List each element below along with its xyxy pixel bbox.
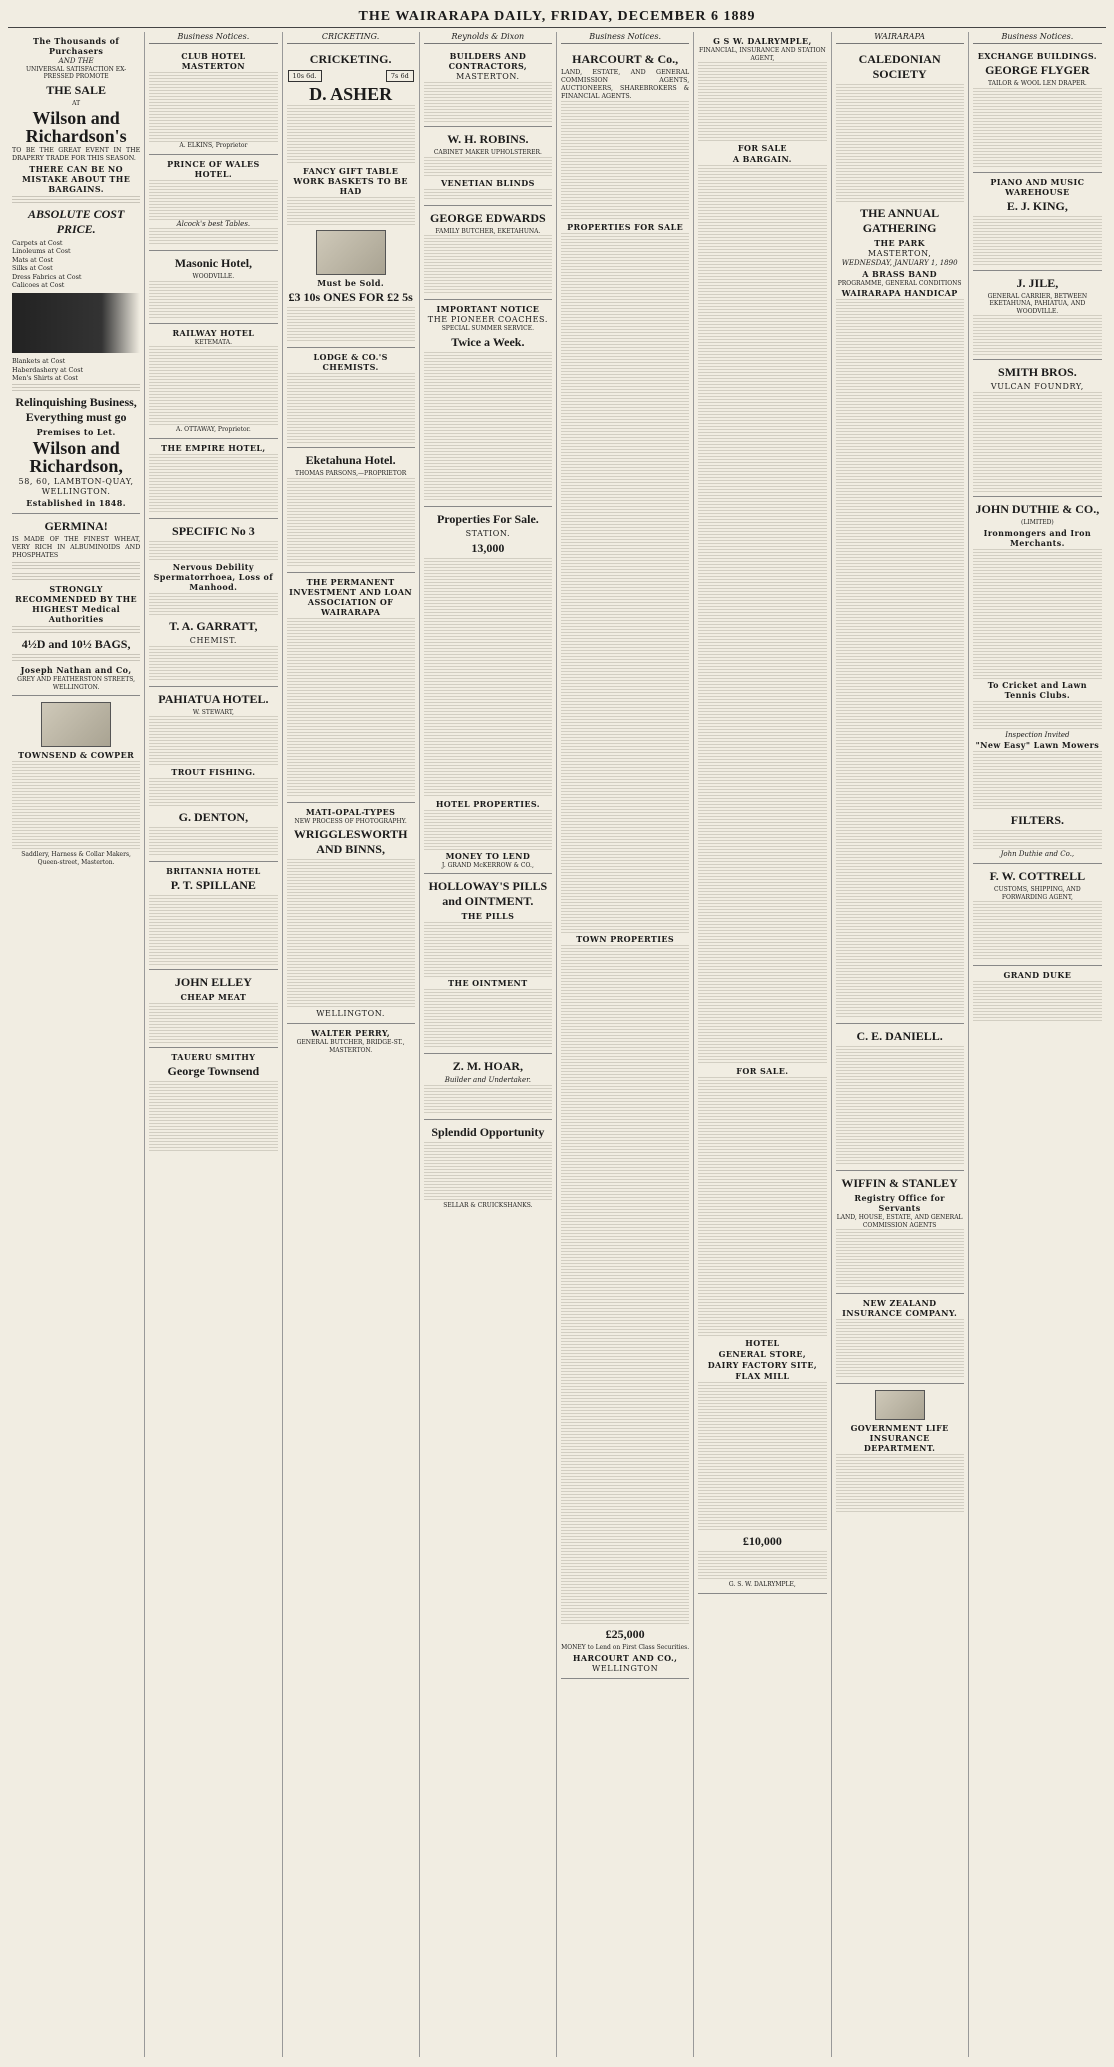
column-2 xyxy=(145,32,282,2057)
elley-ad xyxy=(149,970,277,1048)
column-heading: Business Notices. xyxy=(561,32,689,44)
dairy-title: DAIRY FACTORY SITE, xyxy=(707,1360,818,1370)
government-ad xyxy=(836,1384,964,1518)
builders-title: BUILDERS AND CONTRACTORS, xyxy=(448,51,528,71)
pioneer-ad xyxy=(424,300,552,507)
ottaway: A. OTTAWAY, Proprietor. xyxy=(176,426,251,434)
germina-ad xyxy=(12,514,140,696)
tagline: THERE CAN BE NO MISTAKE ABOUT THE BARGAINS. xyxy=(22,163,131,194)
lawn-title: "New Easy" Lawn Mowers xyxy=(975,740,1100,751)
service-title: SPECIAL SUMMER SERVICE. xyxy=(441,325,535,332)
masterton: MASTERTON, xyxy=(867,249,932,258)
price-text: 4½D and 10½ BAGS, xyxy=(21,637,131,652)
insurance-title: NEW ZEALAND INSURANCE COMPANY. xyxy=(842,1298,958,1319)
blinds-title: VENETIAN BLINDS xyxy=(440,177,535,188)
elley-name: JOHN ELLEY xyxy=(174,975,252,990)
price-2: 7s 6d xyxy=(386,70,414,82)
money-amount: £10,000 xyxy=(742,1534,782,1548)
grand-duke-ad xyxy=(973,966,1102,1025)
established: Established in 1848. xyxy=(26,498,126,509)
jile-sub: GENERAL CARRIER, BETWEEN EKETAHUNA, PAHIATUA, AND WOODVILLE. xyxy=(987,292,1088,315)
list-item: Calicoes at Cost xyxy=(12,281,65,290)
taueru-ad xyxy=(149,1048,277,1155)
townsend-ad xyxy=(12,696,140,870)
caledonian-title: CALEDONIAN SOCIETY xyxy=(858,52,941,81)
cabinet: CABINET MAKER UPHOLSTERER. xyxy=(433,149,542,156)
eketahuna-title: Eketahuna Hotel. xyxy=(305,453,396,468)
music-title: PIANO AND MUSIC WAREHOUSE xyxy=(990,176,1085,197)
edwards-ad xyxy=(424,206,552,301)
flyger-name: GEORGE FLYGER xyxy=(985,63,1090,77)
ad-line: THE SALE xyxy=(46,82,106,97)
caledonian-ad xyxy=(836,47,964,1024)
exchange-title: EXCHANGE BUILDINGS. xyxy=(977,51,1097,61)
asher-name: D. ASHER xyxy=(309,84,393,105)
hotel-title: HOTEL xyxy=(745,1338,780,1348)
list-item: Blankets at Cost xyxy=(12,357,66,366)
masonic-title: Masonic Hotel, xyxy=(174,256,253,271)
investment-ad xyxy=(287,573,415,803)
grand-duke-title: GRAND DUKE xyxy=(1003,970,1072,980)
spillane-name: P. T. SPILLANE xyxy=(170,878,256,893)
items-list xyxy=(12,239,140,290)
mckerrow: J. GRAND McKERROW & CO., xyxy=(441,861,534,869)
mill-title: FLAX MILL xyxy=(735,1371,790,1381)
cottrell-name: F. W. COTTRELL xyxy=(989,869,1086,883)
empire-ad xyxy=(149,439,277,519)
column-heading: Business Notices. xyxy=(973,32,1102,44)
perry-ad xyxy=(287,1024,415,1058)
ad-line: AND THE xyxy=(58,57,94,65)
flyger-ad xyxy=(973,47,1102,173)
column-8 xyxy=(969,32,1106,2057)
event-date: WEDNESDAY, JANUARY 1, 1890 xyxy=(841,259,958,267)
wiffin-name: WIFFIN & STANLEY xyxy=(841,1176,958,1191)
wrigglesworth-name: WRIGGLESWORTH AND BINNS, xyxy=(293,827,408,857)
wellington: WELLINGTON. xyxy=(316,1009,385,1019)
list-item: Haberdashery at Cost xyxy=(12,365,84,374)
relinquish-heading: Relinquishing Business, Everything must go xyxy=(15,395,137,425)
harcourt-sub: LAND, ESTATE, AND GENERAL COMMISSION AGENTS, AUCTIONEERS, SHAREBROKERS & FINANCIAL AGENTS. xyxy=(561,69,690,100)
brass-title: A BRASS BAND xyxy=(862,268,938,279)
money-title: MONEY TO LEND xyxy=(445,850,531,861)
duthie-ad xyxy=(973,497,1102,864)
denton-name: G. DENTON, xyxy=(178,810,249,825)
taueru-title: TAUERU SMITHY xyxy=(171,1052,256,1063)
flyger-sub: TAILOR & WOOL LEN DRAPER. xyxy=(987,80,1087,87)
hotel-title: HOTEL PROPERTIES. xyxy=(435,798,540,809)
photo-text: NEW PROCESS OF PHOTOGRAPHY. xyxy=(294,817,407,825)
nervous-text: Nervous Debility Spermatorrhoea, Loss of Manhood. xyxy=(153,561,274,592)
vulcan-title: VULCAN FOUNDRY, xyxy=(990,382,1084,391)
harcourt-name-2: HARCOURT AND CO., xyxy=(572,1652,678,1663)
ad-title: The Thousands of Purchasers xyxy=(33,36,120,56)
annual-title: THE ANNUAL GATHERING xyxy=(860,206,940,235)
edwards-sub: FAMILY BUTCHER, EKETAHUNA. xyxy=(435,227,541,235)
duthie-name: JOHN DUTHIE & CO., xyxy=(975,502,1100,516)
fancy-text: FANCY GIFT TABLE WORK BASKETS TO BE HAD xyxy=(293,166,408,197)
registry-sub: LAND, HOUSE, ESTATE, AND GENERAL COMMISSION AGENTS xyxy=(836,1214,963,1229)
column-4 xyxy=(420,32,557,2057)
crest-illustration xyxy=(875,1390,925,1420)
list-item: Carpets at Cost xyxy=(12,238,63,247)
daniell-ad xyxy=(836,1024,964,1171)
ad-line: PRESSED PROMOTE xyxy=(43,73,109,81)
columns xyxy=(8,32,1106,2057)
garratt-name: T. A. GARRATT, xyxy=(169,618,258,633)
damaged-area xyxy=(12,293,140,353)
specific-title: SPECIFIC No 3 xyxy=(172,523,255,538)
splendid-ad xyxy=(424,1120,552,1214)
mati-title: MATI-OPAL-TYPES xyxy=(305,806,396,817)
masthead-title: THE WAIRARAPA DAILY, FRIDAY, DECEMBER 6 1889 xyxy=(358,8,756,24)
filters-title: FILTERS. xyxy=(1010,813,1064,828)
premises-heading: Premises to Let. xyxy=(36,427,116,438)
townshend-name: George Townsend xyxy=(167,1064,260,1079)
lodge-ad xyxy=(287,348,415,448)
cricket-clubs-title: To Cricket and Lawn Tennis Clubs. xyxy=(987,679,1087,700)
empire-title: THE EMPIRE HOTEL, xyxy=(161,442,266,453)
properties-ad xyxy=(424,507,552,875)
column-5 xyxy=(557,32,694,2057)
germina-desc: IS MADE OF THE FINEST WHEAT, VERY RICH IN ALBUMINOIDS AND PHOSPHATES xyxy=(12,536,141,560)
smith-ad xyxy=(973,360,1102,497)
reynolds-ad xyxy=(424,47,552,127)
notice-title: IMPORTANT NOTICE xyxy=(436,304,540,314)
list-item: Linoleums at Cost xyxy=(12,247,71,256)
registry-title: Registry Office for Servants xyxy=(854,1193,945,1214)
column-1 xyxy=(8,32,145,2057)
stewart: W. STEWART, xyxy=(192,708,234,716)
townsend-sub: Saddlery, Harness & Collar Makers, Queen-street, Masterton. xyxy=(21,851,131,866)
jile-ad xyxy=(973,271,1102,361)
mati-ad xyxy=(287,803,415,1025)
masonic-town: WOODVILLE. xyxy=(192,273,235,281)
king-ad xyxy=(973,173,1102,271)
frontage-title: FOR SALE. xyxy=(736,1066,789,1076)
pram-illustration xyxy=(316,230,386,275)
price-1: 10s 6d. xyxy=(288,70,322,82)
edwards-name: GEORGE EDWARDS xyxy=(430,210,546,225)
hoar-name: Z. M. HOAR, xyxy=(452,1059,524,1073)
hoar-ad xyxy=(424,1054,552,1120)
townsend-title: TOWNSEND & COWPER xyxy=(18,750,135,761)
dalrymple-name: G S W. DALRYMPLE, xyxy=(713,36,812,46)
cottrell-ad xyxy=(973,864,1102,966)
sale-title: FOR SALE xyxy=(737,143,787,153)
chemist: CHEMIST. xyxy=(189,635,238,645)
store-title: GENERAL STORE, xyxy=(718,1349,807,1359)
column-6 xyxy=(694,32,831,2057)
splendid-title: Splendid Opportunity xyxy=(431,1124,545,1139)
harcourt-ad xyxy=(561,47,689,1679)
masonic-ad xyxy=(149,251,277,324)
prince-ad xyxy=(149,155,277,252)
acres-figure: 13,000 xyxy=(471,540,505,555)
masthead xyxy=(8,6,1106,28)
eketahuna-ad xyxy=(287,448,415,573)
loan-amount: £25,000 xyxy=(605,1627,645,1642)
recommend-text: STRONGLY RECOMMENDED BY THE HIGHEST Medical Authorities xyxy=(15,584,138,625)
station-title: STATION. xyxy=(465,528,511,538)
cost-heading: ABSOLUTE COST PRICE. xyxy=(27,206,125,236)
dalrymple-ad xyxy=(698,32,826,1594)
sellar: SELLAR & CRUICKSHANKS. xyxy=(443,1201,533,1209)
specific-ad xyxy=(149,519,277,687)
proprietor: A. ELKINS, Proprietor xyxy=(179,142,248,149)
loan-desc: MONEY to Lend on First Class Securities. xyxy=(561,1644,690,1652)
cottrell-sub: CUSTOMS, SHIPPING, AND FORWARDING AGENT, xyxy=(994,886,1081,901)
smith-name: SMITH BROS. xyxy=(998,365,1077,379)
alcock-text: Alcock's best Tables. xyxy=(176,219,251,228)
britannia-ad xyxy=(149,862,277,970)
wilson-richardson-ad xyxy=(12,32,140,514)
jile-name: J. JILE, xyxy=(1016,275,1059,290)
agents-name: Joseph Nathan and Co, xyxy=(20,665,132,676)
club-hotel-title: CLUB HOTEL MASTERTON xyxy=(181,51,246,71)
column-7 xyxy=(832,32,969,2057)
lodge-title: LODGE & CO.'S CHEMISTS. xyxy=(313,352,388,373)
saddle-illustration xyxy=(41,702,111,747)
hoar-sub: Builder and Undertaker. xyxy=(444,1076,531,1084)
properties-title: Properties For Sale. xyxy=(436,511,539,526)
column-3 xyxy=(283,32,420,2057)
wiffin-ad xyxy=(836,1171,964,1294)
ad-line: AT xyxy=(72,99,81,107)
butcher-text: GENERAL BUTCHER, BRIDGE-ST., MASTERTON. xyxy=(296,1039,405,1054)
government-title: GOVERNMENT LIFE INSURANCE DEPARTMENT. xyxy=(850,1423,949,1454)
daniell-name: C. E. DANIELL. xyxy=(856,1029,943,1044)
town-title: TOWN PROPERTIES xyxy=(576,934,675,945)
pills-title: THE PILLS xyxy=(461,911,515,921)
bargain-title: A BARGAIN. xyxy=(732,154,792,164)
king-name: E. J. KING, xyxy=(1006,198,1068,213)
railway-ad xyxy=(149,324,277,439)
duthie-name-2: John Duthie and Co., xyxy=(1000,850,1075,859)
sale-text: Must be Sold. xyxy=(317,278,385,289)
insurance-ad xyxy=(836,1294,964,1384)
dalrymple-sub: FINANCIAL, INSURANCE AND STATION AGENT, xyxy=(698,47,826,62)
ad-line: UNIVERSAL SATISFACTION EX- xyxy=(25,65,127,73)
firm-name-2: Wilson and Richardson, xyxy=(29,438,123,477)
firm-name: Wilson and Richardson's xyxy=(25,108,127,147)
list-item: Dress Fabrics at Cost xyxy=(12,272,82,281)
cheap-meat: CHEAP MEAT xyxy=(180,992,247,1003)
railway-town: KETEMATA. xyxy=(194,338,233,346)
column-heading: WAIRARAPA xyxy=(836,32,964,44)
britannia-title: BRITANNIA HOTEL xyxy=(166,866,261,877)
parsons: THOMAS PARSONS,—PROPRIETOR xyxy=(294,470,407,478)
railway-title: RAILWAY HOTEL xyxy=(172,327,255,338)
list-item: Men's Shirts at Cost xyxy=(12,374,78,383)
dalrymple-name-2: G. S. W. DALRYMPLE, xyxy=(728,1581,796,1588)
robins-name: W. H. ROBINS. xyxy=(447,132,529,146)
programme-title: PROGRAMME, GENERAL CONDITIONS xyxy=(837,279,962,287)
harcourt-name: HARCOURT & Co., xyxy=(572,52,679,66)
pahiatua-title: PAHIATUA HOTEL. xyxy=(158,691,269,706)
park-title: THE PARK xyxy=(874,238,926,248)
holloway-ad xyxy=(424,874,552,1054)
address: 58, 60, LAMBTON-QUAY, WELLINGTON. xyxy=(18,477,134,497)
masterton: MASTERTON. xyxy=(456,72,520,81)
pahiatua-ad xyxy=(149,687,277,863)
cricket-ad xyxy=(287,47,415,348)
ironmongers-title: Ironmongers and Iron Merchants. xyxy=(983,527,1092,548)
robins-ad xyxy=(424,127,552,206)
holloway-title: HOLLOWAY'S PILLS and OINTMENT. xyxy=(428,879,548,908)
column-heading: Reynolds & Dixon xyxy=(424,32,552,44)
prince-title: PRINCE OF WALES HOTEL. xyxy=(167,158,260,179)
list-item: Silks at Cost xyxy=(12,264,53,273)
trout-title: TROUT FISHING. xyxy=(171,767,256,778)
column-heading: Business Notices. xyxy=(149,32,277,44)
list-item: Mats at Cost xyxy=(12,255,54,264)
germina-title: GERMINA! xyxy=(44,519,108,534)
pioneer-title: THE PIONEER COACHES. xyxy=(427,315,548,324)
properties-title: PROPERTIES FOR SALE xyxy=(567,222,684,233)
event-text: TO BE THE GREAT EVENT IN THE DRAPERY TRADE FOR THIS SEASON. xyxy=(12,147,141,163)
harcourt-town: WELLINGTON xyxy=(592,1663,659,1673)
column-heading: CRICKETING. xyxy=(287,32,415,44)
duthie-sub: (LIMITED) xyxy=(1021,519,1054,526)
sale-price: £3 10s ONES FOR £2 5s xyxy=(288,290,413,305)
cricket-title: CRICKETING. xyxy=(309,52,392,66)
handicap-title: WAIRARAPA HANDICAP xyxy=(841,288,958,299)
agents-address: GREY AND FEATHERSTON STREETS, WELLINGTON. xyxy=(17,676,136,691)
ointment-title: THE OINTMENT xyxy=(448,978,528,988)
inspection-title: Inspection Invited xyxy=(1005,730,1070,739)
investment-title: THE PERMANENT INVESTMENT AND LOAN ASSOCIATION OF WAIRARAPA xyxy=(289,576,413,617)
club-hotel-ad xyxy=(149,47,277,155)
perry-name: WALTER PERRY, xyxy=(311,1028,391,1039)
twice-title: Twice a Week. xyxy=(451,334,525,349)
